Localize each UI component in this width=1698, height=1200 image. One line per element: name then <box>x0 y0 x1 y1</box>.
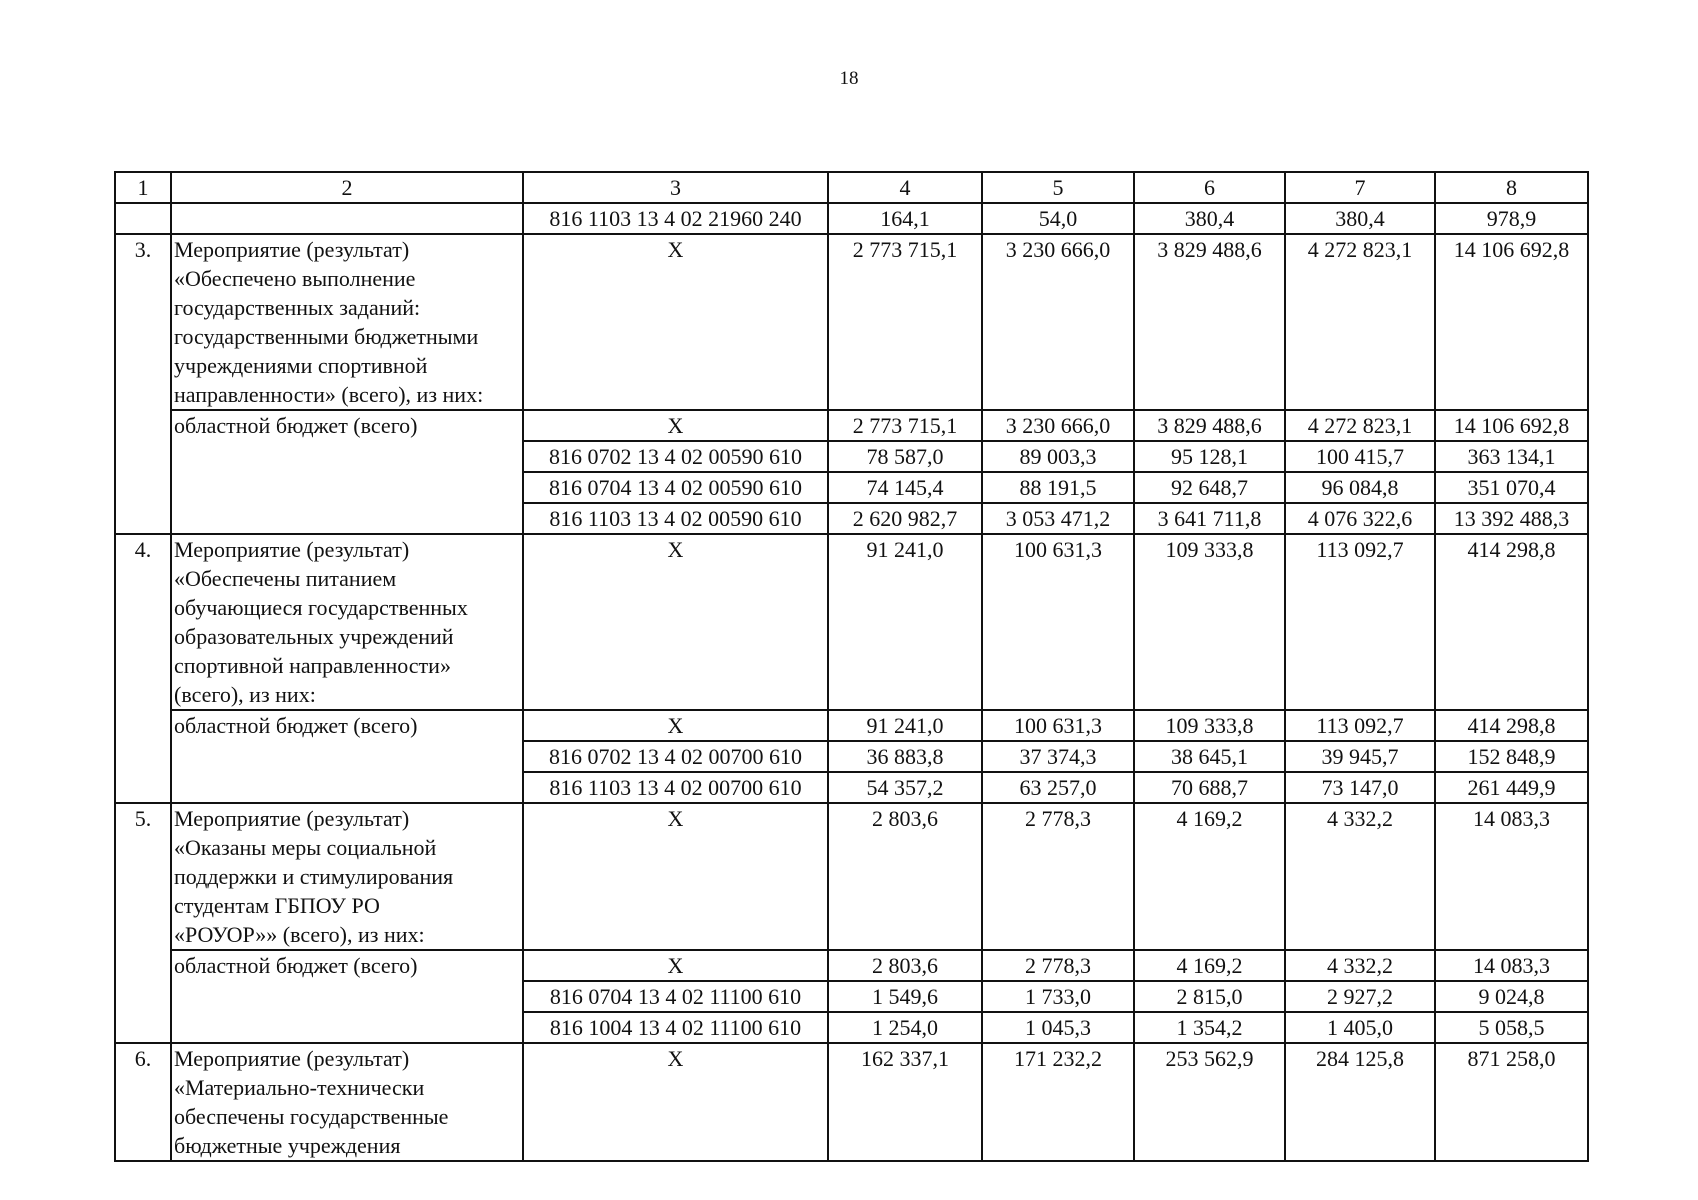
amount-cell: 88 191,5 <box>982 472 1134 503</box>
activity-name-line: бюджетные учреждения <box>174 1133 401 1158</box>
page-number: 18 <box>839 68 859 89</box>
amount-cell: 39 945,7 <box>1285 741 1435 772</box>
amount-cell: 1 045,3 <box>982 1012 1134 1043</box>
amount-cell: 261 449,9 <box>1435 772 1588 803</box>
activity-name-line: «Материально-технически <box>174 1075 425 1100</box>
budget-code-cell: Х <box>523 1043 828 1161</box>
amount-cell: 4 332,2 <box>1285 950 1435 981</box>
table-row <box>115 534 1588 710</box>
activity-name-line: «РОУОР»» (всего), из них: <box>174 922 425 947</box>
activity-name-line: образовательных учреждений <box>174 624 454 649</box>
amount-cell: 3 829 488,6 <box>1134 234 1285 410</box>
amount-cell: 380,4 <box>1285 203 1435 234</box>
amount-cell: 1 354,2 <box>1134 1012 1285 1043</box>
amount-cell: 3 230 666,0 <box>982 234 1134 410</box>
amount-cell: 91 241,0 <box>828 710 982 741</box>
amount-cell: 100 631,3 <box>982 710 1134 741</box>
amount-cell: 1 254,0 <box>828 1012 982 1043</box>
amount-cell: 1 405,0 <box>1285 1012 1435 1043</box>
budget-table <box>114 171 1589 1162</box>
budget-code-cell: 816 0702 13 4 02 00700 610 <box>523 741 828 772</box>
budget-code-cell: 816 0704 13 4 02 11100 610 <box>523 981 828 1012</box>
amount-cell: 414 298,8 <box>1435 710 1588 741</box>
activity-name-line: государственных заданий: <box>174 295 421 320</box>
amount-cell: 96 084,8 <box>1285 472 1435 503</box>
table-row <box>115 1043 1588 1161</box>
amount-cell: 13 392 488,3 <box>1435 503 1588 534</box>
amount-cell: 14 083,3 <box>1435 950 1588 981</box>
amount-cell: 73 147,0 <box>1285 772 1435 803</box>
activity-name-cell <box>171 803 523 950</box>
budget-code-cell: 816 0704 13 4 02 00590 610 <box>523 472 828 503</box>
amount-cell: 3 230 666,0 <box>982 410 1134 441</box>
activity-name-line: (всего), из них: <box>174 682 316 707</box>
activity-name-line: направленности» (всего), из них: <box>174 382 484 407</box>
amount-cell: 54,0 <box>982 203 1134 234</box>
amount-cell: 2 778,3 <box>982 803 1134 950</box>
table-row <box>115 203 1588 234</box>
item-number-cell: 6. <box>115 1043 171 1161</box>
amount-cell: 3 641 711,8 <box>1134 503 1285 534</box>
column-number-cell: 3 <box>523 172 828 203</box>
amount-cell: 100 415,7 <box>1285 441 1435 472</box>
amount-cell: 92 648,7 <box>1134 472 1285 503</box>
amount-cell: 63 257,0 <box>982 772 1134 803</box>
amount-cell: 3 053 471,2 <box>982 503 1134 534</box>
budget-code-cell: 816 1103 13 4 02 00700 610 <box>523 772 828 803</box>
activity-name-line: студентам ГБПОУ РО <box>174 893 380 918</box>
table-row <box>115 234 1588 410</box>
amount-cell: 4 169,2 <box>1134 803 1285 950</box>
amount-cell: 2 927,2 <box>1285 981 1435 1012</box>
activity-name-line: спортивной направленности» <box>174 653 451 678</box>
amount-cell: 171 232,2 <box>982 1043 1134 1161</box>
activity-name-line: «Оказаны меры социальной <box>174 835 437 860</box>
amount-cell: 70 688,7 <box>1134 772 1285 803</box>
budget-code-cell: Х <box>523 534 828 710</box>
amount-cell: 2 815,0 <box>1134 981 1285 1012</box>
amount-cell: 5 058,5 <box>1435 1012 1588 1043</box>
amount-cell: 78 587,0 <box>828 441 982 472</box>
budget-code-cell: Х <box>523 950 828 981</box>
amount-cell: 363 134,1 <box>1435 441 1588 472</box>
budget-source-cell: областной бюджет (всего) <box>171 410 523 534</box>
activity-name-line: учреждениями спортивной <box>174 353 428 378</box>
amount-cell: 36 883,8 <box>828 741 982 772</box>
amount-cell: 109 333,8 <box>1134 534 1285 710</box>
activity-name-cell <box>171 1043 523 1161</box>
column-number-cell: 7 <box>1285 172 1435 203</box>
activity-name-line: Мероприятие (результат) <box>174 1046 410 1071</box>
amount-cell: 414 298,8 <box>1435 534 1588 710</box>
amount-cell: 253 562,9 <box>1134 1043 1285 1161</box>
amount-cell: 1 733,0 <box>982 981 1134 1012</box>
amount-cell: 4 272 823,1 <box>1285 234 1435 410</box>
amount-cell: 351 070,4 <box>1435 472 1588 503</box>
budget-code-cell: Х <box>523 803 828 950</box>
amount-cell: 284 125,8 <box>1285 1043 1435 1161</box>
column-number-cell: 4 <box>828 172 982 203</box>
budget-code-cell: 816 0702 13 4 02 00590 610 <box>523 441 828 472</box>
table-row <box>115 710 1588 741</box>
item-number-cell: 3. <box>115 234 171 534</box>
amount-cell: 54 357,2 <box>828 772 982 803</box>
amount-cell: 2 620 982,7 <box>828 503 982 534</box>
amount-cell: 14 106 692,8 <box>1435 410 1588 441</box>
amount-cell: 74 145,4 <box>828 472 982 503</box>
amount-cell: 38 645,1 <box>1134 741 1285 772</box>
amount-cell: 9 024,8 <box>1435 981 1588 1012</box>
amount-cell: 152 848,9 <box>1435 741 1588 772</box>
amount-cell: 113 092,7 <box>1285 534 1435 710</box>
activity-name-line: обеспечены государственные <box>174 1104 449 1129</box>
amount-cell: 14 083,3 <box>1435 803 1588 950</box>
amount-cell: 95 128,1 <box>1134 441 1285 472</box>
amount-cell: 4 332,2 <box>1285 803 1435 950</box>
amount-cell: 3 829 488,6 <box>1134 410 1285 441</box>
activity-name-cell <box>171 534 523 710</box>
activity-name-line: поддержки и стимулирования <box>174 864 454 889</box>
activity-name-cell <box>171 234 523 410</box>
amount-cell: 2 773 715,1 <box>828 410 982 441</box>
budget-source-cell: областной бюджет (всего) <box>171 710 523 803</box>
budget-code-cell: Х <box>523 410 828 441</box>
amount-cell: 2 803,6 <box>828 803 982 950</box>
activity-name-line: «Обеспечено выполнение <box>174 266 416 291</box>
amount-cell: 37 374,3 <box>982 741 1134 772</box>
activity-name-line: государственными бюджетными <box>174 324 479 349</box>
budget-code-cell: Х <box>523 710 828 741</box>
amount-cell: 4 076 322,6 <box>1285 503 1435 534</box>
amount-cell: 978,9 <box>1435 203 1588 234</box>
amount-cell: 4 169,2 <box>1134 950 1285 981</box>
budget-code-cell: Х <box>523 234 828 410</box>
amount-cell: 91 241,0 <box>828 534 982 710</box>
item-number-cell <box>115 203 171 234</box>
column-number-cell: 6 <box>1134 172 1285 203</box>
column-number-cell: 5 <box>982 172 1134 203</box>
item-number-cell: 4. <box>115 534 171 803</box>
amount-cell: 2 778,3 <box>982 950 1134 981</box>
amount-cell: 89 003,3 <box>982 441 1134 472</box>
amount-cell: 109 333,8 <box>1134 710 1285 741</box>
table-row <box>115 803 1588 950</box>
activity-name-line: Мероприятие (результат) <box>174 537 410 562</box>
amount-cell: 113 092,7 <box>1285 710 1435 741</box>
amount-cell: 162 337,1 <box>828 1043 982 1161</box>
amount-cell: 14 106 692,8 <box>1435 234 1588 410</box>
budget-source-cell: областной бюджет (всего) <box>171 950 523 1043</box>
column-number-row <box>115 172 1588 203</box>
activity-name-line: Мероприятие (результат) <box>174 237 410 262</box>
table-row <box>115 950 1588 981</box>
column-number-cell: 8 <box>1435 172 1588 203</box>
activity-name-line: Мероприятие (результат) <box>174 806 410 831</box>
amount-cell: 2 803,6 <box>828 950 982 981</box>
activity-name-line: обучающиеся государственных <box>174 595 468 620</box>
amount-cell: 164,1 <box>828 203 982 234</box>
amount-cell: 380,4 <box>1134 203 1285 234</box>
activity-name-line: «Обеспечены питанием <box>174 566 397 591</box>
item-number-cell: 5. <box>115 803 171 1043</box>
amount-cell: 1 549,6 <box>828 981 982 1012</box>
amount-cell: 100 631,3 <box>982 534 1134 710</box>
column-number-cell: 1 <box>115 172 171 203</box>
amount-cell: 871 258,0 <box>1435 1043 1588 1161</box>
table-row <box>115 410 1588 441</box>
activity-name-cell <box>171 203 523 234</box>
amount-cell: 2 773 715,1 <box>828 234 982 410</box>
budget-code-cell: 816 1103 13 4 02 00590 610 <box>523 503 828 534</box>
budget-code-cell: 816 1103 13 4 02 21960 240 <box>523 203 828 234</box>
budget-code-cell: 816 1004 13 4 02 11100 610 <box>523 1012 828 1043</box>
amount-cell: 4 272 823,1 <box>1285 410 1435 441</box>
column-number-cell: 2 <box>171 172 523 203</box>
